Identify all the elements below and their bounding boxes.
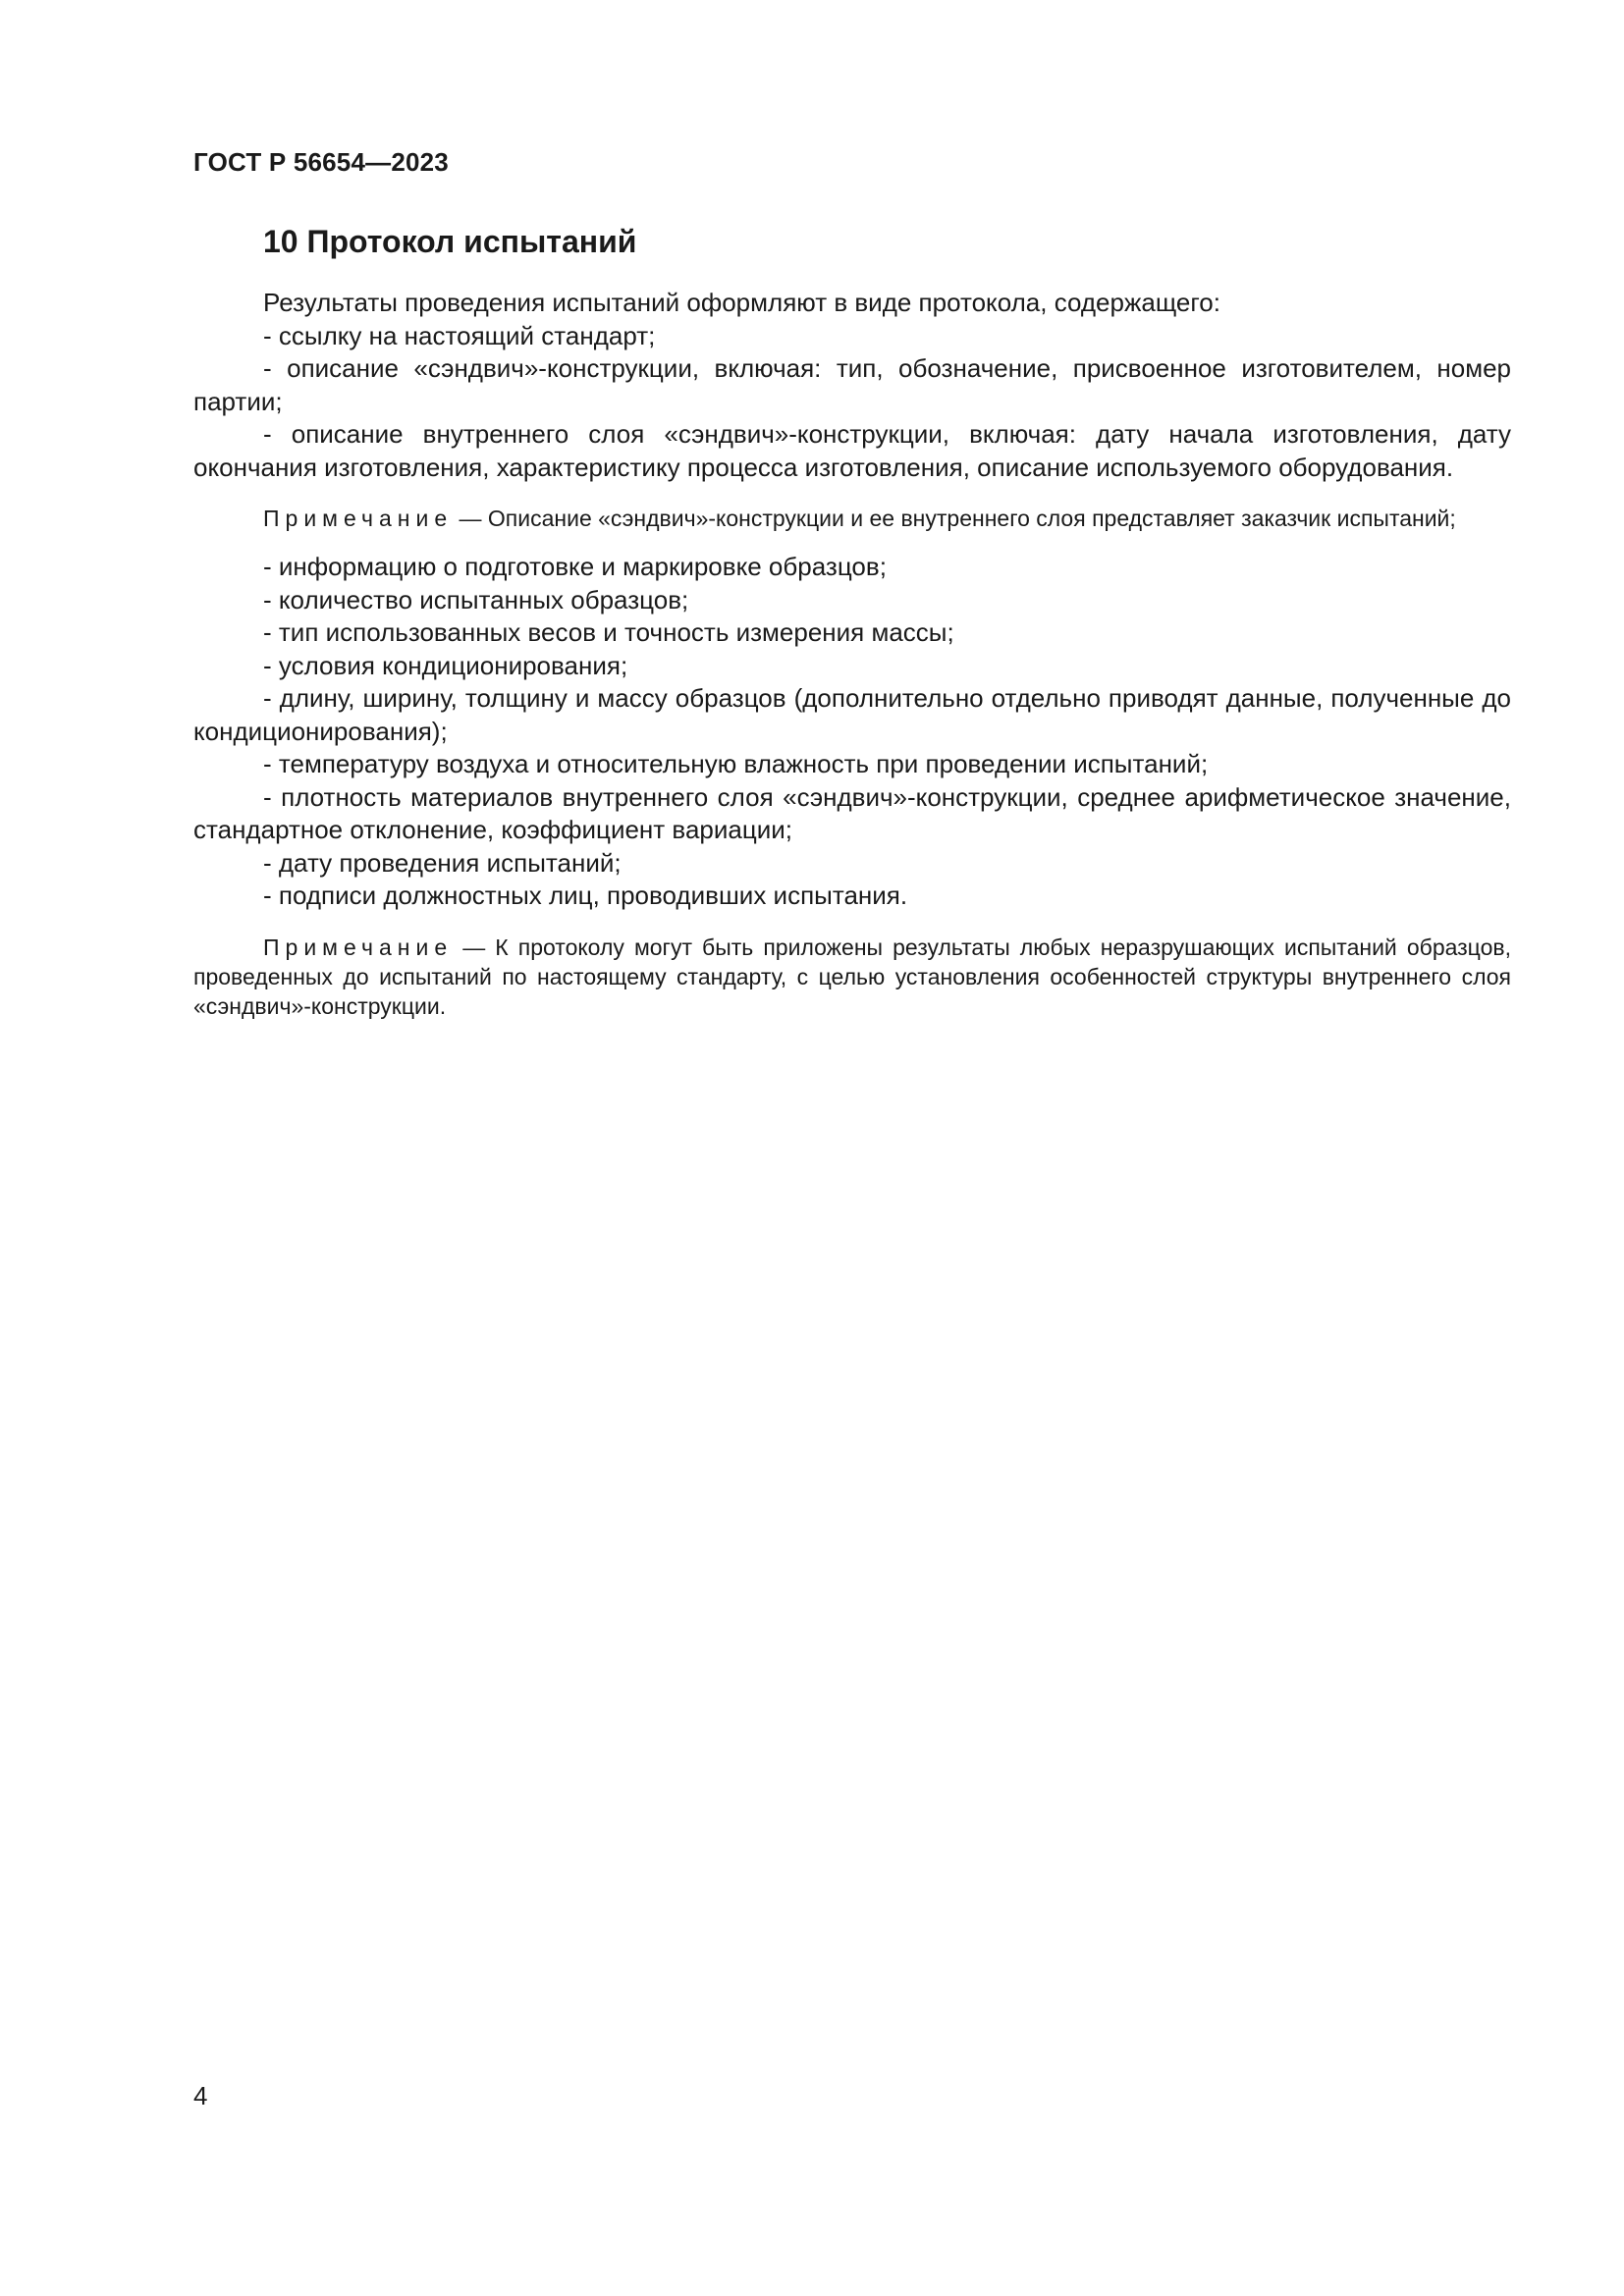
list-item: - тип использованных весов и точность измерения массы;	[263, 617, 954, 647]
note-label: Примечание	[263, 934, 454, 960]
note-label: Примечание	[263, 506, 454, 531]
note-text: — К протоколу могут быть приложены результаты любых неразрушающих испытаний образцов, проведенных до испытаний по настоящему стандарту, с целью установления особенностей структуры внутреннего слоя «сэндвич»-конструкции.	[193, 934, 1511, 1019]
list-item: - количество испытанных образцов;	[263, 584, 689, 614]
intro-paragraph: Результаты проведения испытаний оформляют в виде протокола, содержащего:	[263, 288, 1220, 317]
list-item: - ссылку на настоящий стандарт;	[263, 320, 656, 350]
list-item: - подписи должностных лиц, проводивших испытания.	[263, 881, 908, 910]
list-item: - информацию о подготовке и маркировке образцов;	[263, 552, 887, 581]
section-title: 10 Протокол испытаний	[263, 224, 637, 259]
list-item: - плотность материалов внутреннего слоя «сэндвич»-конструкции, среднее арифметическое значение, стандартное отклонение, коэффициент вариации;	[193, 781, 1511, 844]
document-id-header: ГОСТ Р 56654—2023	[193, 147, 449, 177]
section-body	[193, 287, 1511, 1021]
page-number: 4	[193, 2081, 208, 2110]
list-item: - дату проведения испытаний;	[263, 847, 622, 878]
note-paragraph	[193, 933, 1511, 1021]
list-item: - описание «сэндвич»-конструкции, включая: тип, обозначение, присвоенное изготовителем, номер партии;	[193, 353, 1511, 416]
list-item: - температуру воздуха и относительную влажность при проведении испытаний;	[263, 749, 1209, 778]
list-item: - условия кондиционирования;	[263, 650, 628, 680]
note-text: — Описание «сэндвич»-конструкции и ее внутреннего слоя представляет заказчик испытаний;	[453, 506, 1456, 531]
note-paragraph	[193, 504, 1511, 533]
list-item: - длину, ширину, толщину и массу образцов (дополнительно отдельно приводят данные, полученные до кондиционирования);	[193, 683, 1511, 746]
list-item: - описание внутреннего слоя «сэндвич»-конструкции, включая: дату начала изготовления, дату окончания изготовления, характеристику процесса изготовления, описание используемого оборудования.	[193, 419, 1511, 482]
